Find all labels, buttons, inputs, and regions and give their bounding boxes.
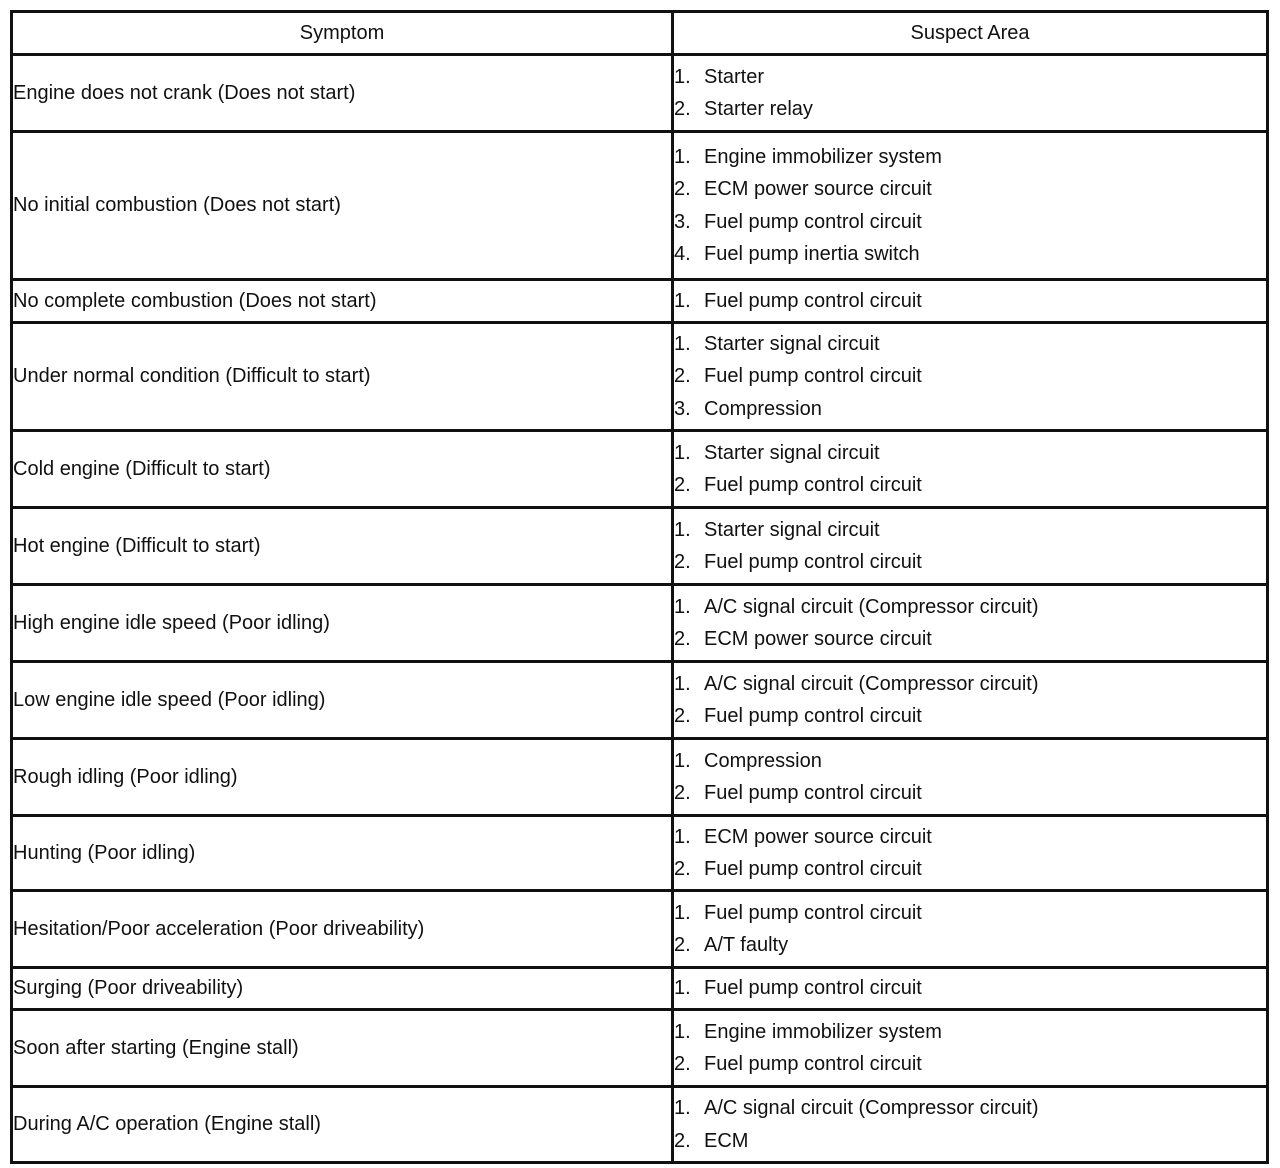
suspect-item-label: Fuel pump control circuit xyxy=(704,551,922,573)
symptom-cell: During A/C operation (Engine stall) xyxy=(12,1087,673,1163)
suspect-area-cell xyxy=(673,55,1268,132)
suspect-item-number: 2. xyxy=(674,474,691,496)
symptom-cell: Rough idling (Poor idling) xyxy=(12,739,673,816)
suspect-list xyxy=(674,437,1266,502)
suspect-list xyxy=(674,745,1266,810)
suspect-list xyxy=(674,285,1266,318)
suspect-area-cell xyxy=(673,739,1268,816)
suspect-area-cell xyxy=(673,508,1268,585)
suspect-item-label: ECM power source circuit xyxy=(704,825,932,848)
suspect-item-number: 1. xyxy=(674,289,691,312)
table-row xyxy=(12,968,1268,1010)
suspect-item-label: A/C signal circuit (Compressor circuit) xyxy=(704,1097,1039,1119)
table-body xyxy=(12,55,1268,1163)
suspect-item xyxy=(674,514,1266,547)
suspect-area-cell xyxy=(673,891,1268,968)
suspect-item-label: Fuel pump control circuit xyxy=(704,1053,922,1075)
suspect-item xyxy=(674,929,1266,962)
suspect-item xyxy=(674,853,1266,886)
suspect-item-label: A/T faulty xyxy=(704,934,789,956)
suspect-item-label: Fuel pump control circuit xyxy=(704,858,922,880)
symptom-cell: Hesitation/Poor acceleration (Poor driveability) xyxy=(12,891,673,968)
suspect-item xyxy=(674,328,1266,361)
suspect-item-label: Fuel pump control circuit xyxy=(704,289,922,312)
suspect-item-label: Fuel pump control circuit xyxy=(704,782,922,804)
suspect-item-number: 2. xyxy=(674,858,691,880)
table-row xyxy=(12,816,1268,891)
suspect-area-header: Suspect Area xyxy=(673,12,1268,55)
suspect-list xyxy=(674,328,1266,426)
suspect-item xyxy=(674,238,1266,271)
suspect-area-cell xyxy=(673,280,1268,323)
suspect-item-number: 1. xyxy=(674,332,691,355)
suspect-item-number: 2. xyxy=(674,782,691,804)
suspect-item-number: 1. xyxy=(674,1020,691,1043)
symptom-cell: No complete combustion (Does not start) xyxy=(12,280,673,323)
header-row xyxy=(12,12,1268,55)
table-row xyxy=(12,1087,1268,1163)
suspect-item-label: Starter signal circuit xyxy=(704,518,880,541)
suspect-item xyxy=(674,393,1266,426)
suspect-list xyxy=(674,141,1266,271)
symptom-cell: Low engine idle speed (Poor idling) xyxy=(12,662,673,739)
suspect-list xyxy=(674,1092,1266,1157)
suspect-item xyxy=(674,972,1266,1005)
suspect-list xyxy=(674,514,1266,579)
suspect-item-number: 2. xyxy=(674,365,691,388)
suspect-item xyxy=(674,777,1266,810)
symptom-table xyxy=(10,10,1269,1164)
symptom-cell: No initial combustion (Does not start) xyxy=(12,132,673,280)
suspect-item xyxy=(674,668,1266,701)
suspect-item-label: Engine immobilizer system xyxy=(704,145,942,168)
suspect-item xyxy=(674,1048,1266,1081)
suspect-item-number: 1. xyxy=(674,749,691,772)
suspect-item xyxy=(674,61,1266,94)
symptom-cell: Soon after starting (Engine stall) xyxy=(12,1010,673,1087)
suspect-area-cell xyxy=(673,585,1268,662)
suspect-item-number: 1. xyxy=(674,672,691,695)
symptom-cell: High engine idle speed (Poor idling) xyxy=(12,585,673,662)
suspect-item-label: Compression xyxy=(704,749,822,772)
suspect-item-number: 2. xyxy=(674,628,691,650)
suspect-item-number: 1. xyxy=(674,825,691,848)
suspect-item-label: Fuel pump control circuit xyxy=(704,901,922,924)
suspect-item-label: ECM power source circuit xyxy=(704,628,932,650)
suspect-item-label: Fuel pump inertia switch xyxy=(704,243,920,265)
suspect-item-label: Fuel pump control circuit xyxy=(704,365,922,388)
suspect-item-number: 1. xyxy=(674,145,691,168)
table-row xyxy=(12,1010,1268,1087)
suspect-list xyxy=(674,591,1266,656)
suspect-item-number: 3. xyxy=(674,210,691,233)
suspect-item xyxy=(674,546,1266,579)
table-row xyxy=(12,508,1268,585)
suspect-item-number: 1. xyxy=(674,65,691,88)
suspect-item-number: 3. xyxy=(674,397,691,420)
table-row xyxy=(12,431,1268,508)
suspect-item-label: Starter xyxy=(704,65,765,88)
suspect-item-label: Compression xyxy=(704,397,822,420)
suspect-item xyxy=(674,1125,1266,1158)
suspect-item-number: 1. xyxy=(674,518,691,541)
table-row xyxy=(12,739,1268,816)
suspect-item-label: ECM xyxy=(704,1129,749,1152)
suspect-item xyxy=(674,821,1266,854)
suspect-item-label: Fuel pump control circuit xyxy=(704,210,922,233)
suspect-area-cell xyxy=(673,816,1268,891)
suspect-item-label: Starter signal circuit xyxy=(704,441,880,464)
suspect-item xyxy=(674,623,1266,656)
table-row xyxy=(12,585,1268,662)
suspect-list xyxy=(674,897,1266,962)
suspect-item-number: 4. xyxy=(674,243,691,265)
suspect-area-cell xyxy=(673,323,1268,431)
suspect-item-number: 1. xyxy=(674,595,691,618)
suspect-item-label: A/C signal circuit (Compressor circuit) xyxy=(704,672,1039,695)
suspect-area-cell xyxy=(673,132,1268,280)
suspect-area-cell xyxy=(673,662,1268,739)
table-row xyxy=(12,891,1268,968)
suspect-area-cell xyxy=(673,1087,1268,1163)
suspect-list xyxy=(674,1016,1266,1081)
suspect-item xyxy=(674,745,1266,778)
symptom-cell: Under normal condition (Difficult to start) xyxy=(12,323,673,431)
suspect-item xyxy=(674,285,1266,318)
suspect-item-number: 2. xyxy=(674,705,691,727)
suspect-item xyxy=(674,360,1266,393)
suspect-item-label: Starter signal circuit xyxy=(704,332,880,355)
suspect-item-label: ECM power source circuit xyxy=(704,178,932,200)
table-row xyxy=(12,662,1268,739)
suspect-item-label: Engine immobilizer system xyxy=(704,1020,942,1043)
table-row xyxy=(12,280,1268,323)
suspect-item xyxy=(674,1092,1266,1125)
suspect-item-label: Fuel pump control circuit xyxy=(704,977,922,1000)
suspect-item-number: 1. xyxy=(674,1097,691,1119)
suspect-item xyxy=(674,897,1266,930)
symptom-cell: Surging (Poor driveability) xyxy=(12,968,673,1010)
table-row xyxy=(12,55,1268,132)
suspect-item xyxy=(674,206,1266,239)
suspect-item-number: 1. xyxy=(674,977,691,1000)
suspect-item-number: 2. xyxy=(674,178,691,200)
suspect-list xyxy=(674,821,1266,886)
suspect-item-number: 1. xyxy=(674,901,691,924)
suspect-list xyxy=(674,972,1266,1005)
suspect-item xyxy=(674,141,1266,174)
table-row xyxy=(12,323,1268,431)
suspect-area-cell xyxy=(673,968,1268,1010)
suspect-item xyxy=(674,93,1266,126)
symptom-cell: Cold engine (Difficult to start) xyxy=(12,431,673,508)
symptom-header: Symptom xyxy=(12,12,673,55)
table-row xyxy=(12,132,1268,280)
suspect-list xyxy=(674,61,1266,126)
suspect-area-cell xyxy=(673,431,1268,508)
suspect-item-label: A/C signal circuit (Compressor circuit) xyxy=(704,595,1039,618)
suspect-item xyxy=(674,1016,1266,1049)
suspect-item-number: 2. xyxy=(674,934,691,956)
suspect-item-number: 2. xyxy=(674,98,691,120)
suspect-item xyxy=(674,700,1266,733)
suspect-list xyxy=(674,668,1266,733)
symptom-cell: Hot engine (Difficult to start) xyxy=(12,508,673,585)
suspect-item-number: 2. xyxy=(674,1053,691,1075)
suspect-item-number: 2. xyxy=(674,551,691,573)
suspect-area-cell xyxy=(673,1010,1268,1087)
suspect-item xyxy=(674,173,1266,206)
suspect-item-number: 1. xyxy=(674,441,691,464)
symptom-cell: Engine does not crank (Does not start) xyxy=(12,55,673,132)
suspect-item xyxy=(674,437,1266,470)
symptom-cell: Hunting (Poor idling) xyxy=(12,816,673,891)
suspect-item-label: Starter relay xyxy=(704,98,813,120)
suspect-item xyxy=(674,469,1266,502)
suspect-item-number: 2. xyxy=(674,1129,691,1152)
suspect-item-label: Fuel pump control circuit xyxy=(704,474,922,496)
suspect-item-label: Fuel pump control circuit xyxy=(704,705,922,727)
suspect-item xyxy=(674,591,1266,624)
